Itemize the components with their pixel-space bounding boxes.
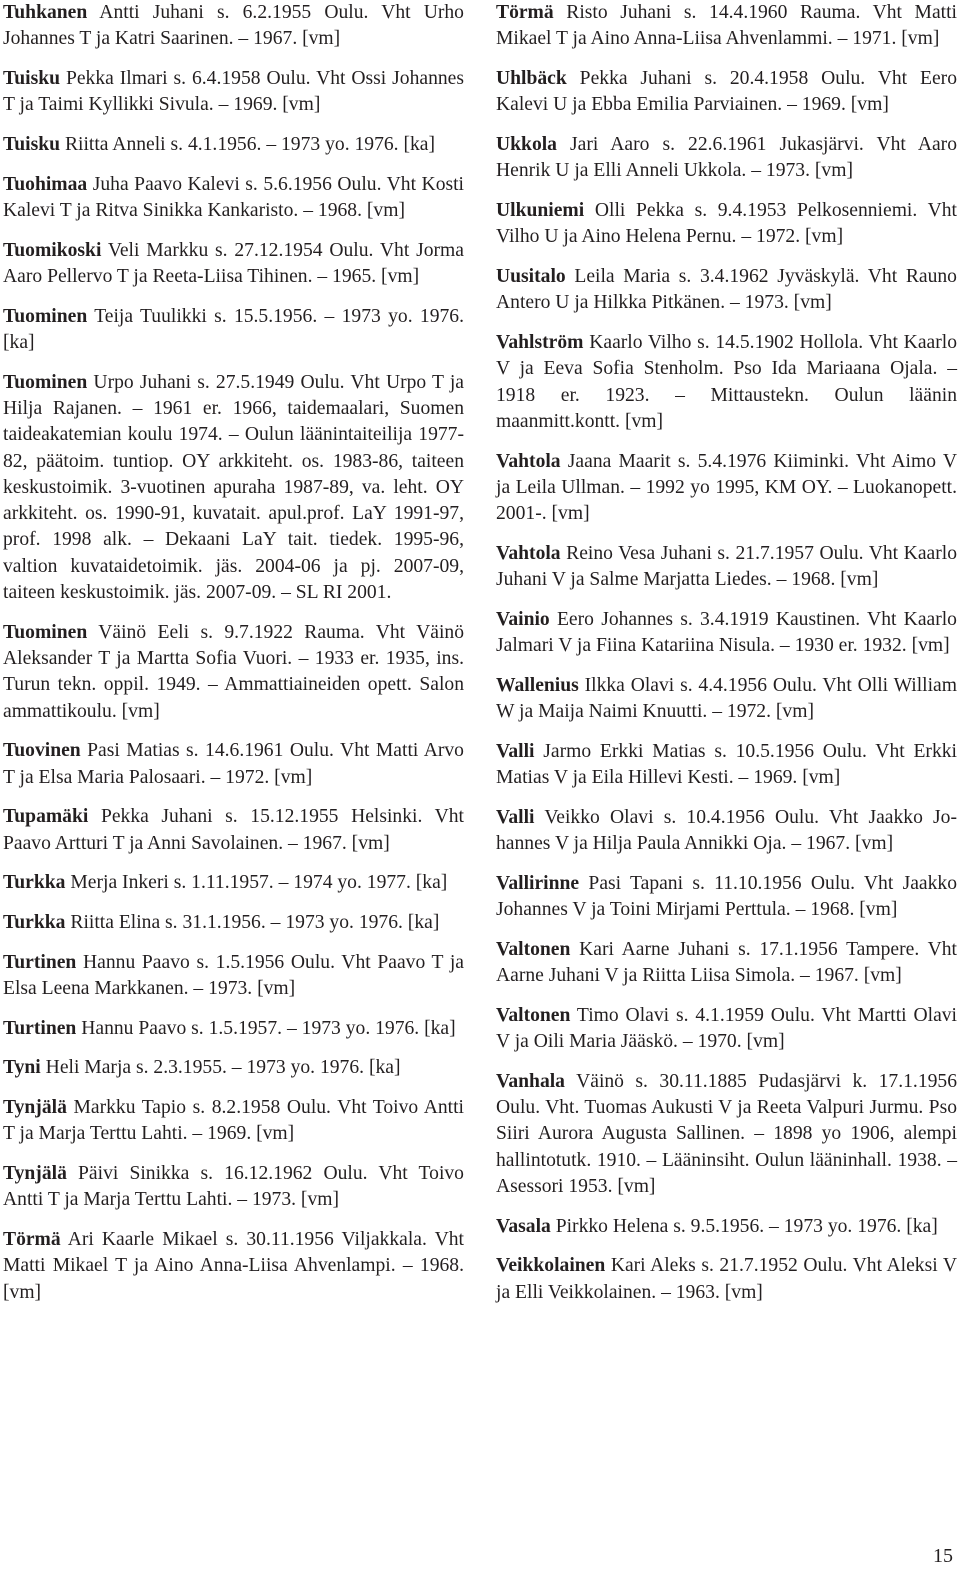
entry bbox=[496, 739, 957, 792]
entry-text: Kaarlo Vilho s. 14.5.1902 Hollola. Vht Kaarlo V ja Eeva Sofia Stenholm. Pso Ida Mariaana Ojala. – 1918 er. 1923. – Mittaustekn. Oulun läänin maanmitt.kontt. [vm] bbox=[496, 331, 957, 432]
entry bbox=[496, 871, 957, 924]
entry-surname: Turtinen bbox=[3, 1017, 77, 1039]
entry-text: Pasi Matias s. 14.6.1961 Oulu. Vht Matti Arvo T ja Elsa Maria Palosaari. – 1972. [vm] bbox=[3, 740, 464, 788]
entry-surname: Valtonen bbox=[496, 1004, 571, 1026]
entry-surname: Tuominen bbox=[3, 621, 88, 643]
entry bbox=[496, 805, 957, 858]
entry-text: Heli Marja s. 2.3.1955. – 1973 yo. 1976. [ka] bbox=[45, 1057, 401, 1079]
entry-text: Väinö Eeli s. 9.7.1922 Rauma. Vht Väinö Aleksander T ja Martta Sofia Vuori. – 1933 er. 1935, ins. Turun tekn. oppil. 1949. – Ammattiaineiden opett. Salon ammattikoulu. [vm] bbox=[3, 621, 464, 722]
entry-text: Pekka Ilmari s. 6.4.1958 Oulu. Vht Ossi Johannes T ja Taimi Kyllikki Sivula. – 1969. [vm] bbox=[3, 67, 464, 116]
entry-text: Olli Pekka s. 9.4.1953 Pelkosenniemi. Vht Vilho U ja Aino Helena Pernu. – 1972. [vm] bbox=[496, 199, 957, 248]
entry-text: Riitta Anneli s. 4.1.1956. – 1973 yo. 1976. [ka] bbox=[64, 133, 436, 155]
entry-surname: Tynjälä bbox=[3, 1096, 67, 1118]
entry-surname: Tuohimaa bbox=[3, 173, 88, 195]
entry bbox=[496, 1214, 957, 1240]
entry bbox=[3, 1055, 464, 1081]
entry-surname: Vainio bbox=[496, 608, 550, 630]
entry bbox=[496, 66, 957, 119]
entry-text: Reino Vesa Juhani s. 21.7.1957 Oulu. Vht Kaarlo Juhani V ja Salme Marjatta Liedes. – 1968. [vm] bbox=[496, 542, 957, 591]
entry-text: Jari Aaro s. 22.6.1961 Jukasjärvi. Vht Aaro Henrik U ja Elli Anneli Ukkola. – 1973. [vm] bbox=[496, 133, 957, 182]
entry-text: Ilkka Olavi s. 4.4.1956 Oulu. Vht Olli William W ja Maija Naimi Knuutti. – 1972. [vm] bbox=[496, 674, 957, 723]
entry-surname: Vahtola bbox=[496, 450, 561, 472]
entry-surname: Veikkolainen bbox=[496, 1255, 606, 1277]
entry-text: Riitta Elina s. 31.1.1956. – 1973 yo. 1976. [ka] bbox=[70, 911, 440, 933]
entry-surname: Vahlström bbox=[496, 331, 584, 353]
entry bbox=[3, 1016, 464, 1042]
entry bbox=[3, 238, 464, 291]
entry bbox=[496, 449, 957, 528]
entry-text: Pasi Tapani s. 11.10.1956 Oulu. Vht Jaakko Johannes V ja Toini Mirjami Perttula. – 1968. [vm] bbox=[496, 872, 957, 920]
entry-surname: Ulkuniemi bbox=[496, 199, 585, 221]
entry bbox=[496, 541, 957, 594]
entry bbox=[3, 738, 464, 791]
entry-surname: Vallirinne bbox=[496, 872, 580, 894]
entry-surname: Törmä bbox=[3, 1228, 61, 1250]
entry-surname: Vahtola bbox=[496, 542, 561, 564]
entry-text: Väinö s. 30.11.1885 Pudasjärvi k. 17.1.1956 Oulu. Vht. Tuomas Aukusti V ja Reeta Valpuri Jurmu. Pso Siiri Aurora Augusta Sallinen. – 1898 yo 1906, alempi hallintotutk. 1910. – Lääninsiht. Oulun lääninhall. 1938. – Asessori 1953. [vm] bbox=[496, 1070, 958, 1197]
entry-text: Leila Maria s. 3.4.1962 Jyväskylä. Vht Rauno Antero U ja Hilkka Pitkänen. – 1973. [vm] bbox=[496, 265, 957, 314]
entry-surname: Turkka bbox=[3, 872, 66, 894]
entry-text: Pirkko Helena s. 9.5.1956. – 1973 yo. 1976. [ka] bbox=[555, 1215, 938, 1237]
entry bbox=[3, 1161, 464, 1214]
entry bbox=[496, 1069, 957, 1200]
entry-surname: Tupamäki bbox=[3, 806, 89, 828]
entry-surname: Uhlbäck bbox=[496, 67, 567, 89]
entry-text: Veli Markku s. 27.12.1954 Oulu. Vht Jorma Aaro Pellervo T ja Reeta-Liisa Tihinen. – 1965. [vm] bbox=[3, 239, 464, 287]
entry-surname: Tuomikoski bbox=[3, 239, 102, 261]
entry-text: Risto Juhani s. 14.4.1960 Rauma. Vht Matti Mikael T ja Aino Anna-Liisa Ahvenlammi. – 1971. [vm] bbox=[496, 2, 957, 50]
entry bbox=[496, 607, 957, 660]
entry-text: Kari Aleks s. 21.7.1952 Oulu. Vht Aleksi V ja Elli Veikkolainen. – 1963. [vm] bbox=[496, 1255, 957, 1303]
entry-surname: Wallenius bbox=[496, 674, 579, 696]
entry-surname: Tuovinen bbox=[3, 740, 81, 762]
entry-surname: Uusitalo bbox=[496, 265, 566, 287]
entry bbox=[496, 1003, 957, 1056]
entry bbox=[3, 950, 464, 1003]
entry bbox=[496, 132, 957, 185]
entry-text: Ari Kaarle Mikael s. 30.11.1956 Viljakkala. Vht Matti Mikael T ja Aino Anna-Liisa Ahvenlampi. – 1968. [vm] bbox=[3, 1228, 464, 1303]
entry bbox=[3, 66, 464, 119]
entry bbox=[496, 330, 957, 435]
entry-surname: Valli bbox=[496, 806, 535, 828]
entry-text: Teija Tuulikki s. 15.5.1956. – 1973 yo. 1976. [ka] bbox=[3, 305, 464, 353]
entry-text: Kari Aarne Juhani s. 17.1.1956 Tampere. Vht Aarne Juhani V ja Riitta Liisa Simola. – 1967. [vm] bbox=[496, 938, 957, 986]
entry-text: Pekka Juhani s. 15.12.1955 Helsinki. Vht Paavo Artturi T ja Anni Savolainen. – 1967. [vm] bbox=[3, 806, 464, 854]
entry-text: Hannu Paavo s. 1.5.1957. – 1973 yo. 1976. [ka] bbox=[81, 1017, 456, 1039]
entry-text: Veikko Olavi s. 10.4.1956 Oulu. Vht Jaakko Johannes V ja Hilja Paula Annikki Oja. – 1967. [vm] bbox=[496, 806, 957, 855]
entry-surname: Törmä bbox=[496, 2, 554, 23]
entry-text: Jaana Maarit s. 5.4.1976 Kiiminki. Vht Aimo V ja Leila Ullman. – 1992 yo 1995, KM OY. – Luokanopett. 2001-. [vm] bbox=[496, 450, 957, 525]
entry-surname: Tuominen bbox=[3, 371, 88, 393]
entry bbox=[3, 1227, 464, 1306]
entry bbox=[496, 0, 957, 53]
entry-surname: Tuisku bbox=[3, 67, 61, 89]
entry bbox=[496, 937, 957, 990]
entry-surname: Turkka bbox=[3, 911, 66, 933]
entry-text: Eero Johannes s. 3.4.1919 Kaustinen. Vht Kaarlo Jalmari V ja Fiina Katariina Nisula. – 1930 er. 1932. [vm] bbox=[496, 608, 957, 657]
entry-text: Päivi Sinikka s. 16.12.1962 Oulu. Vht Toivo Antti T ja Marja Terttu Lahti. – 1973. [vm] bbox=[3, 1162, 464, 1211]
entry-text: Urpo Juhani s. 27.5.1949 Oulu. Vht Urpo T ja Hilja Rajanen. – 1961 er. 1966, taidemaalari, Suomen taideakatemian koulu 1974. – Oulun läänintaiteilija 1977-82, päätoim. tuntiop. OY arkkiteht. os. 1983-86, taiteen keskustoimik. 3-vuotinen apuraha 1987-89, va. leht. OY arkkiteht. os. 1990-91, kuvatait. apul.prof. LaY 1991-97, prof. 1998 alk. – Dekaani LaY tait. tiedek. 1995-96, valtion kuvataidetoimik. jäs. 2004-06 ja pj. 2007-09, taiteen keskustoimik. jäs. 2007-09. – SL RI 2001. bbox=[3, 371, 464, 603]
entry-text: Merja Inkeri s. 1.11.1957. – 1974 yo. 1977. [ka] bbox=[70, 872, 448, 894]
entry-surname: Valtonen bbox=[496, 938, 571, 960]
entry bbox=[3, 132, 464, 158]
entry-text: Pekka Juhani s. 20.4.1958 Oulu. Vht Eero Kalevi U ja Ebba Emilia Parviainen. – 1969. [vm] bbox=[496, 67, 957, 116]
entry bbox=[3, 804, 464, 857]
entry-text: Juha Paavo Kalevi s. 5.6.1956 Oulu. Vht Kosti Kalevi T ja Ritva Sinikka Kankaristo. – 1968. [vm] bbox=[3, 173, 465, 221]
entry bbox=[3, 910, 464, 936]
entry-surname: Turtinen bbox=[3, 951, 77, 973]
entry-surname: Tynjälä bbox=[3, 1162, 67, 1184]
entry bbox=[3, 370, 464, 607]
entry bbox=[3, 870, 464, 896]
entry-surname: Tyni bbox=[3, 1057, 41, 1079]
entry bbox=[496, 673, 957, 726]
entry bbox=[496, 198, 957, 251]
entry bbox=[3, 1095, 464, 1148]
entry bbox=[3, 620, 464, 725]
entry-text: Antti Juhani s. 6.2.1955 Oulu. Vht Urho Johannes T ja Katri Saarinen. – 1967. [vm] bbox=[3, 2, 464, 50]
entry bbox=[496, 264, 957, 317]
page-number: 15 bbox=[933, 1545, 953, 1567]
entry-text: Markku Tapio s. 8.2.1958 Oulu. Vht Toivo Antti T ja Marja Terttu Lahti. – 1969. [vm] bbox=[3, 1096, 464, 1145]
entry-surname: Vasala bbox=[496, 1215, 551, 1237]
entry-surname: Tuominen bbox=[3, 305, 88, 327]
entry-surname: Tuisku bbox=[3, 133, 61, 155]
entry-surname: Vanhala bbox=[496, 1070, 565, 1092]
entry-text: Timo Olavi s. 4.1.1959 Oulu. Vht Martti Olavi V ja Oili Maria Jääskö. – 1970. [vm] bbox=[496, 1004, 958, 1052]
entry bbox=[3, 0, 464, 53]
entry bbox=[496, 1253, 957, 1306]
entry-surname: Ukkola bbox=[496, 133, 557, 155]
left-column bbox=[3, 0, 464, 1319]
entry bbox=[3, 304, 464, 357]
entry-text: Jarmo Erkki Matias s. 10.5.1956 Oulu. Vht Erkki Matias V ja Eila Hillevi Kesti. – 1969. [vm] bbox=[496, 740, 957, 789]
right-column bbox=[496, 0, 957, 1319]
entry-surname: Tuhkanen bbox=[3, 2, 88, 23]
entry bbox=[3, 172, 464, 225]
entry-text: Hannu Paavo s. 1.5.1956 Oulu. Vht Paavo T ja Elsa Leena Markkanen. – 1973. [vm] bbox=[3, 951, 464, 999]
entry-surname: Valli bbox=[496, 740, 535, 762]
